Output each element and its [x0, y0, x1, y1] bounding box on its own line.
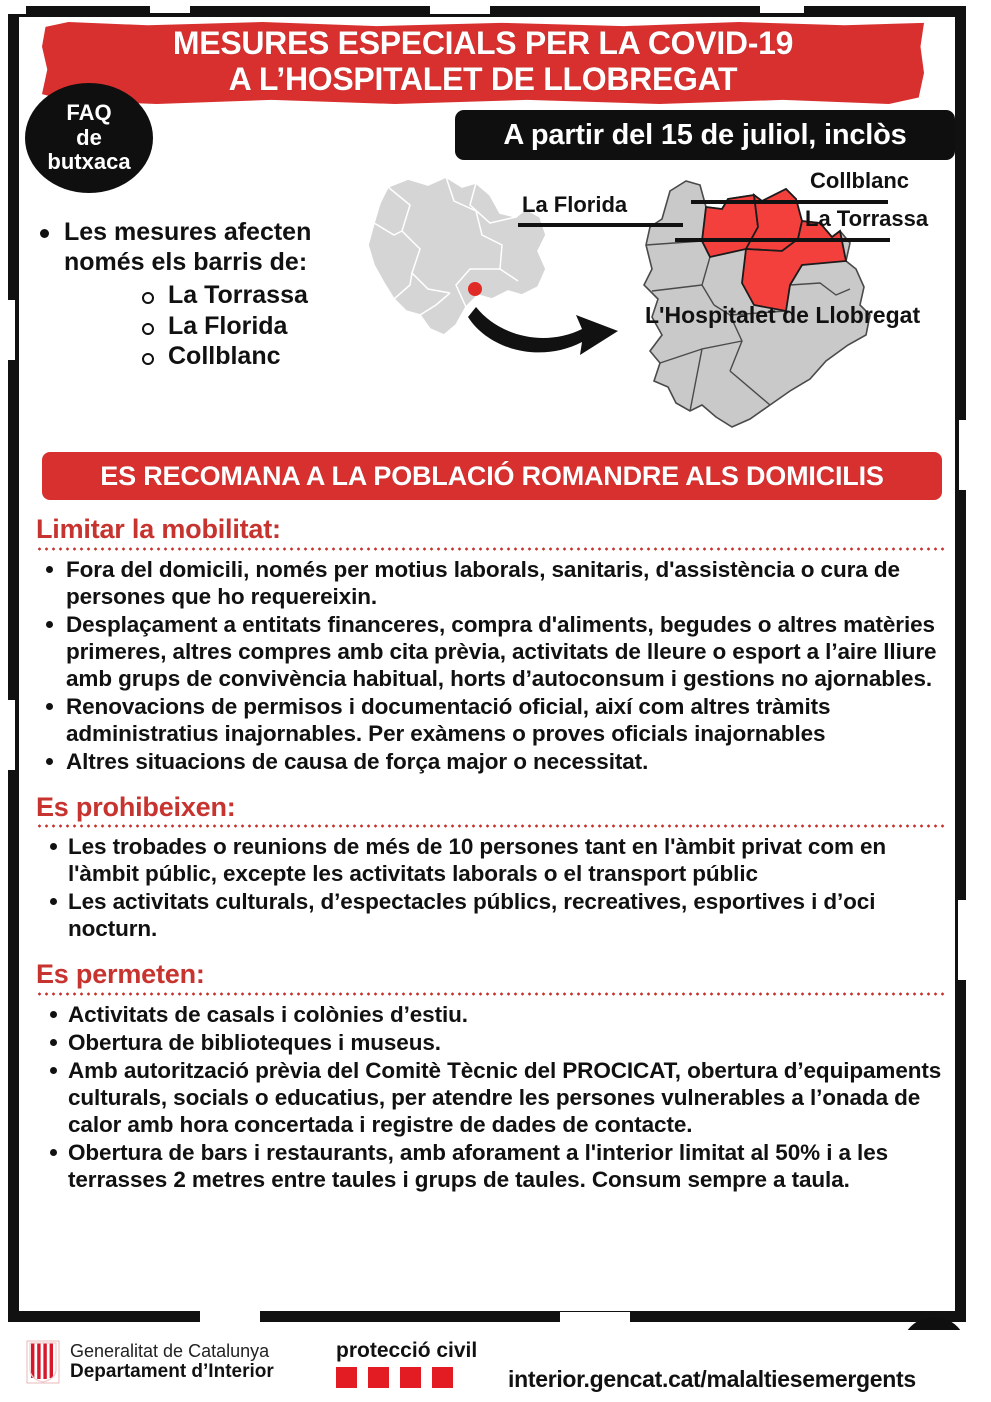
leader-line-la-torrassa	[675, 238, 890, 242]
frame-nick	[958, 900, 969, 980]
catalonia-minimap-icon	[368, 177, 546, 335]
generalitat-logo	[26, 1340, 274, 1384]
section-item-list	[36, 556, 948, 775]
list-item: Activitats de casals i colònies d’estiu.	[36, 1001, 948, 1028]
map-illustration	[350, 165, 960, 450]
page-title	[42, 26, 924, 98]
measures-content	[36, 515, 948, 1199]
affected-neighbourhood-list	[102, 280, 364, 372]
list-item: Altres situacions de causa de força major o necessitat.	[36, 748, 948, 775]
page-title-line1: MESURES ESPECIALS PER LA COVID-19	[172, 25, 794, 61]
frame-nick	[430, 6, 490, 14]
generalitat-text	[70, 1341, 274, 1382]
proteccio-civil-squares-icon	[336, 1367, 477, 1388]
affected-lead-text: Les mesures afecten només els barris de:	[34, 218, 364, 277]
list-item: La Torrassa	[142, 280, 364, 311]
proteccio-civil-title: protecció civil	[336, 1339, 478, 1362]
frame-nick	[560, 1312, 630, 1323]
faq-badge-line3: butxaca	[47, 149, 131, 175]
section-heading: Es prohibeixen:	[36, 791, 236, 822]
faq-badge	[25, 83, 153, 193]
list-item: Renovacions de permisos i documentació oficial, així com altres tràmits administratius inajornables. Per exàmens o proves oficials inajornables	[36, 693, 948, 747]
map-label-la-florida: La Florida	[522, 192, 628, 217]
frame-nick	[6, 300, 15, 360]
list-item: Desplaçament a entitats financeres, compra d'aliments, begudes o altres matèries primeres, altres compres amb cita prèvia, activitats de lleure o esport a l’aire lliure amb grups de convivència habitual, horts d’autoconsum i gestions no ajornables.	[36, 611, 948, 692]
frame-nick	[150, 4, 190, 13]
frame-nick	[0, 0, 26, 14]
frame-nick	[200, 1311, 260, 1323]
map-label-city: L'Hospitalet de Llobregat	[645, 302, 921, 328]
section-item-list	[36, 833, 948, 942]
recommendation-banner-text: ES RECOMANA A LA POBLACIÓ ROMANDRE ALS DOMICILIS	[100, 460, 884, 491]
footer	[0, 1330, 991, 1402]
page-title-line2: A L’HOSPITALET DE LLOBREGAT	[228, 60, 738, 97]
effective-date-badge: A partir del 15 de juliol, inclòs	[455, 110, 955, 160]
section-limitar-mobilitat	[36, 515, 948, 775]
senyera-shield-icon	[26, 1340, 60, 1384]
section-item-list	[36, 1001, 948, 1193]
section-divider	[36, 992, 948, 996]
section-heading: Es permeten:	[36, 959, 205, 990]
faq-badge-line2: de	[76, 124, 102, 150]
leader-line-la-florida	[518, 223, 683, 227]
square-icon	[432, 1367, 453, 1388]
frame-nick	[760, 3, 804, 13]
faq-badge-line1: FAQ	[66, 100, 112, 126]
generalitat-line2: Departament d’Interior	[70, 1361, 274, 1383]
section-divider	[36, 547, 948, 551]
list-item: Les trobades o reunions de més de 10 persones tant en l'àmbit privat com en l'àmbit públic, excepte les activitats laborals o el transport públic	[36, 833, 948, 887]
list-item: Amb autorització prèvia del Comitè Tècnic del PROCICAT, obertura d’equipaments culturals, socials o educatius, per atendre les persones vulnerables a l’onada de calor amb hora concertada i registre de dades de contacte.	[36, 1057, 948, 1138]
square-icon	[336, 1367, 357, 1388]
section-heading: Limitar la mobilitat:	[36, 514, 281, 544]
list-item: Fora del domicili, només per motius laborals, sanitaris, d'assistència o cura de persones que ho requereixin.	[36, 556, 948, 610]
section-es-permeten	[36, 960, 948, 1193]
square-icon	[400, 1367, 421, 1388]
list-item: La Florida	[142, 311, 364, 342]
section-divider	[36, 824, 948, 828]
location-dot-icon	[468, 282, 482, 296]
section-es-prohibeixen	[36, 793, 948, 943]
leader-line-collblanc	[691, 200, 888, 204]
list-item: Collblanc	[142, 341, 364, 372]
frame-nick	[7, 700, 15, 770]
frame-nick	[959, 420, 969, 490]
generalitat-line1: Generalitat de Catalunya	[70, 1341, 270, 1362]
map-label-la-torrassa: La Torrassa	[805, 206, 929, 231]
square-icon	[368, 1367, 389, 1388]
list-item: Obertura de bars i restaurants, amb aforament a l'interior limitat al 50% i a les terrasses 2 metres entre taules i grups de taules. Consum sempre a taula.	[36, 1139, 948, 1193]
affected-neighbourhoods-block	[34, 218, 364, 372]
footer-url: interior.gencat.cat/malaltiesemergents	[508, 1366, 916, 1392]
map-label-collblanc: Collblanc	[810, 168, 910, 193]
arrow-icon	[468, 307, 618, 355]
list-item: Les activitats culturals, d’espectacles públics, recreatives, esportives i d’oci nocturn.	[36, 888, 948, 942]
proteccio-civil-logo	[336, 1340, 477, 1388]
list-item: Obertura de biblioteques i museus.	[36, 1029, 948, 1056]
